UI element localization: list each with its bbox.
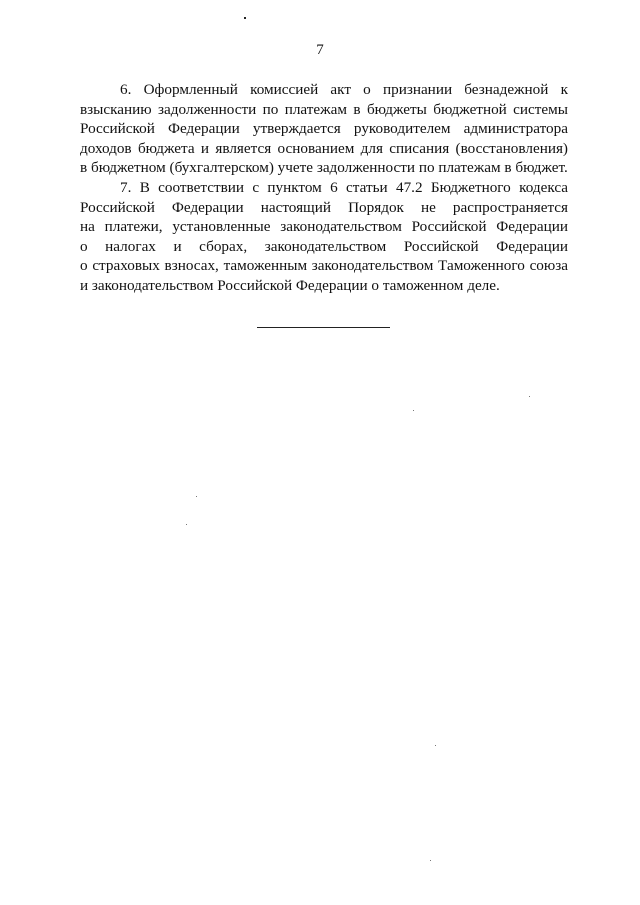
paragraph-line: о страховых взносах, таможенным законодательством Таможенного союза: [80, 257, 568, 275]
paragraph-line: 6. Оформленный комиссией акт о признании безнадежной к: [120, 81, 568, 98]
scan-speck: [529, 396, 530, 397]
scan-speck: [244, 17, 246, 19]
document-body: [80, 80, 568, 296]
scan-speck: [413, 410, 414, 411]
scan-speck: [186, 524, 187, 525]
paragraph-line: в бюджетном (бухгалтерском) учете задолженности по платежам в бюджет.: [80, 159, 568, 177]
paragraph-line: на платежи, установленные законодательством Российской Федерации: [80, 218, 568, 236]
scan-speck: [430, 860, 431, 861]
paragraph-line: и законодательством Российской Федерации о таможенном деле.: [80, 276, 500, 294]
paragraph-line: доходов бюджета и является основанием для списания (восстановления): [80, 139, 568, 157]
paragraph-line: взысканию задолженности по платежам в бюджеты бюджетной системы: [80, 100, 568, 118]
end-of-document-rule: [257, 327, 390, 328]
paragraph-7: [80, 178, 568, 296]
scan-speck: [435, 745, 436, 746]
paragraph-line: Российской Федерации настоящий Порядок не распространяется: [80, 198, 568, 216]
scan-speck: [196, 496, 197, 497]
paragraph-line: 7. В соответствии с пунктом 6 статьи 47.2 Бюджетного кодекса: [120, 178, 568, 196]
paragraph-line: о налогах и сборах, законодательством Российской Федерации: [80, 237, 568, 255]
paragraph-line: Российской Федерации утверждается руководителем администратора: [80, 120, 568, 138]
paragraph-6: [80, 80, 568, 178]
page-number: 7: [316, 42, 324, 58]
